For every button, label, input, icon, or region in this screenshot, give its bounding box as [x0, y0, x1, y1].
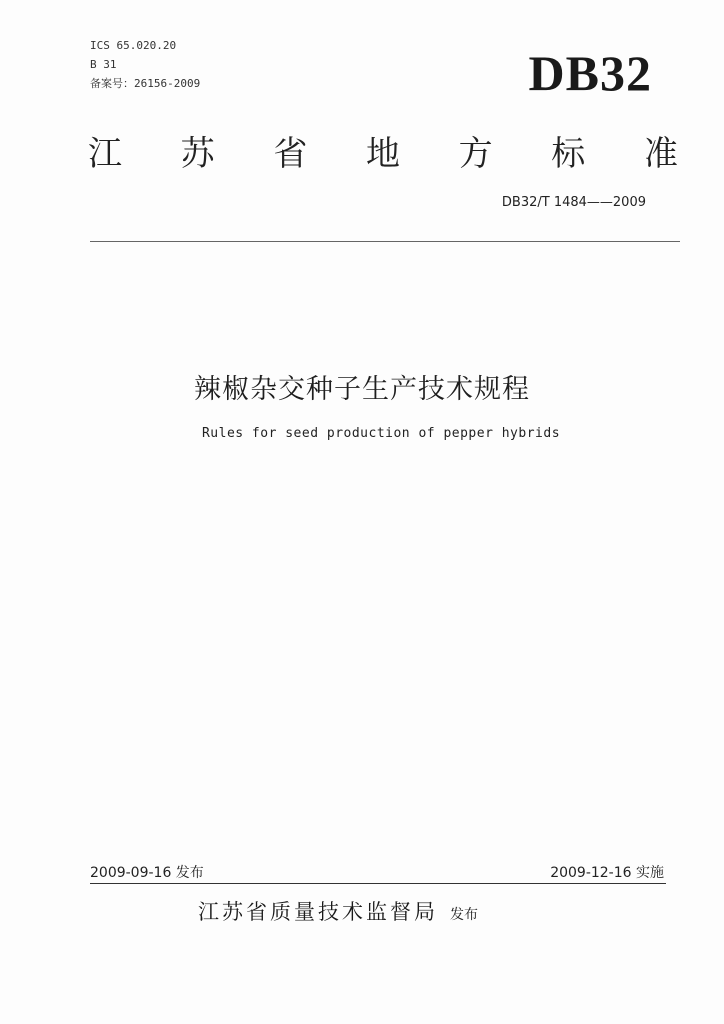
document-title: 辣椒杂交种子生产技术规程 — [194, 374, 530, 405]
record-number: 备案号：26156-2009 — [90, 77, 201, 90]
issue-date: 2009-09-16 发布 — [90, 865, 204, 881]
standard-type-char: 标 — [551, 134, 586, 174]
publisher-suffix: 发布 — [450, 907, 478, 923]
publisher — [198, 896, 478, 926]
ics-code: ICS 65.020.20 — [90, 39, 177, 52]
implementation-date: 2009-12-16 实施 — [550, 865, 664, 881]
ccs-code: B 31 — [90, 58, 117, 71]
classification-block — [90, 36, 200, 93]
document-title-english: Rules for seed production of pepper hybrids — [201, 426, 561, 441]
standard-number: DB32/T 1484——2009 — [501, 195, 646, 210]
standard-type-char: 苏 — [180, 134, 215, 174]
header-divider — [90, 241, 680, 242]
standard-code: DB32 — [528, 45, 652, 101]
standard-type-char: 方 — [458, 134, 493, 174]
publisher-name: 江苏省质量技术监督局 — [198, 900, 438, 924]
standard-type — [88, 126, 678, 175]
standard-type-char: 江 — [88, 134, 122, 174]
standard-type-char: 准 — [643, 134, 678, 174]
standard-type-char: 省 — [273, 134, 308, 174]
footer-divider — [90, 883, 666, 884]
standard-type-char: 地 — [365, 134, 400, 174]
